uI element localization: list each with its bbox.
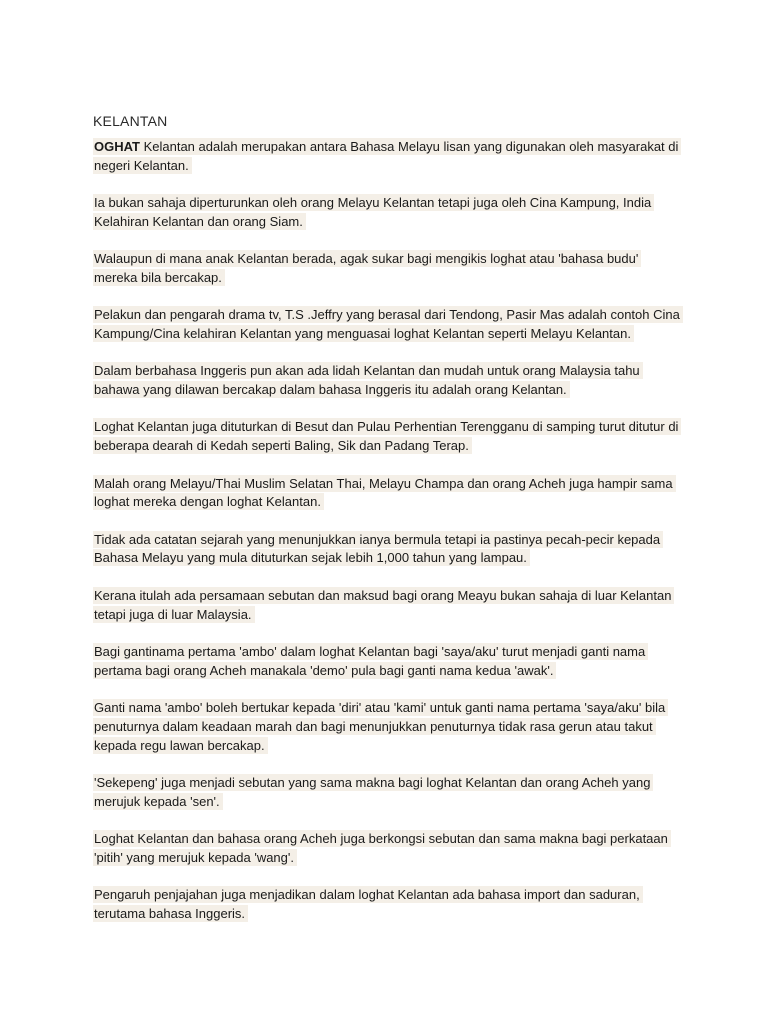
paragraph-text: Ganti nama 'ambo' boleh bertukar kepada 'diri' atau 'kami' untuk ganti nama pertama 'saya/aku' bila penuturnya dalam keadaan marah dan bagi menunjukkan penuturnya tidak rasa gerun atau takut kepada regu lawan bercakap. [93,699,668,754]
document-title: KELANTAN [93,113,168,129]
paragraph-text: Dalam berbahasa Inggeris pun akan ada lidah Kelantan dan mudah untuk orang Malaysia tahu bahawa yang dilawan bercakap dalam bahasa Inggeris itu adalah orang Kelantan. [93,362,643,398]
paragraph-text: Ia bukan sahaja diperturunkan oleh orang Melayu Kelantan tetapi juga oleh Cina Kampung, India Kelahiran Kelantan dan orang Siam. [93,194,654,230]
lead-word: OGHAT [94,139,140,154]
paragraph-text: Tidak ada catatan sejarah yang menunjukkan ianya bermula tetapi ia pastinya pecah-pecir kepada Bahasa Melayu yang mula dituturkan sejak lebih 1,000 tahun yang lampau. [93,531,663,567]
paragraph-text: Loghat Kelantan dan bahasa orang Acheh juga berkongsi sebutan dan sama makna bagi perkataan 'pitih' yang merujuk kepada 'wang'. [93,830,671,866]
paragraph-text: Kerana itulah ada persamaan sebutan dan maksud bagi orang Meayu bukan sahaja di luar Kelantan tetapi juga di luar Malaysia. [93,587,674,623]
paragraph-9 [93,587,683,625]
paragraph-text: Pengaruh penjajahan juga menjadikan dalam loghat Kelantan ada bahasa import dan saduran, terutama bahasa Inggeris. [93,886,643,922]
document-page [93,112,683,942]
paragraph-7 [93,475,683,513]
paragraph-1 [93,138,683,176]
paragraph-11 [93,699,683,755]
paragraph-text: Loghat Kelantan juga dituturkan di Besut dan Pulau Perhentian Terengganu di samping turut ditutur di beberapa dearah di Kedah seperti Baling, Sik dan Padang Terap. [93,418,681,454]
paragraph-8 [93,531,683,569]
paragraph-text: Kelantan adalah merupakan antara Bahasa Melayu lisan yang digunakan oleh masyarakat di negeri Kelantan. [94,139,679,173]
paragraph-text: Malah orang Melayu/Thai Muslim Selatan Thai, Melayu Champa dan orang Acheh juga hampir sama loghat mereka dengan loghat Kelantan. [93,475,676,511]
paragraph-3 [93,250,683,288]
paragraph-10 [93,643,683,681]
paragraph-6 [93,418,683,456]
paragraph-13 [93,830,683,868]
paragraph-4 [93,306,683,344]
paragraph-2 [93,194,683,232]
paragraph-14 [93,886,683,924]
paragraph-5 [93,362,683,400]
paragraph-text: Walaupun di mana anak Kelantan berada, agak sukar bagi mengikis loghat atau 'bahasa budu' mereka bila bercakap. [93,250,641,286]
paragraph-text: 'Sekepeng' juga menjadi sebutan yang sama makna bagi loghat Kelantan dan orang Acheh yang merujuk kepada 'sen'. [93,774,653,810]
paragraph-text: Pelakun dan pengarah drama tv, T.S .Jeffry yang berasal dari Tendong, Pasir Mas adalah contoh Cina Kampung/Cina kelahiran Kelantan yang menguasai loghat Kelantan seperti Melayu Kelantan. [93,306,683,342]
paragraph-text: Bagi gantinama pertama 'ambo' dalam loghat Kelantan bagi 'saya/aku' turut menjadi ganti nama pertama bagi orang Acheh manakala 'demo' pula bagi ganti nama kedua 'awak'. [93,643,648,679]
paragraph-12 [93,774,683,812]
